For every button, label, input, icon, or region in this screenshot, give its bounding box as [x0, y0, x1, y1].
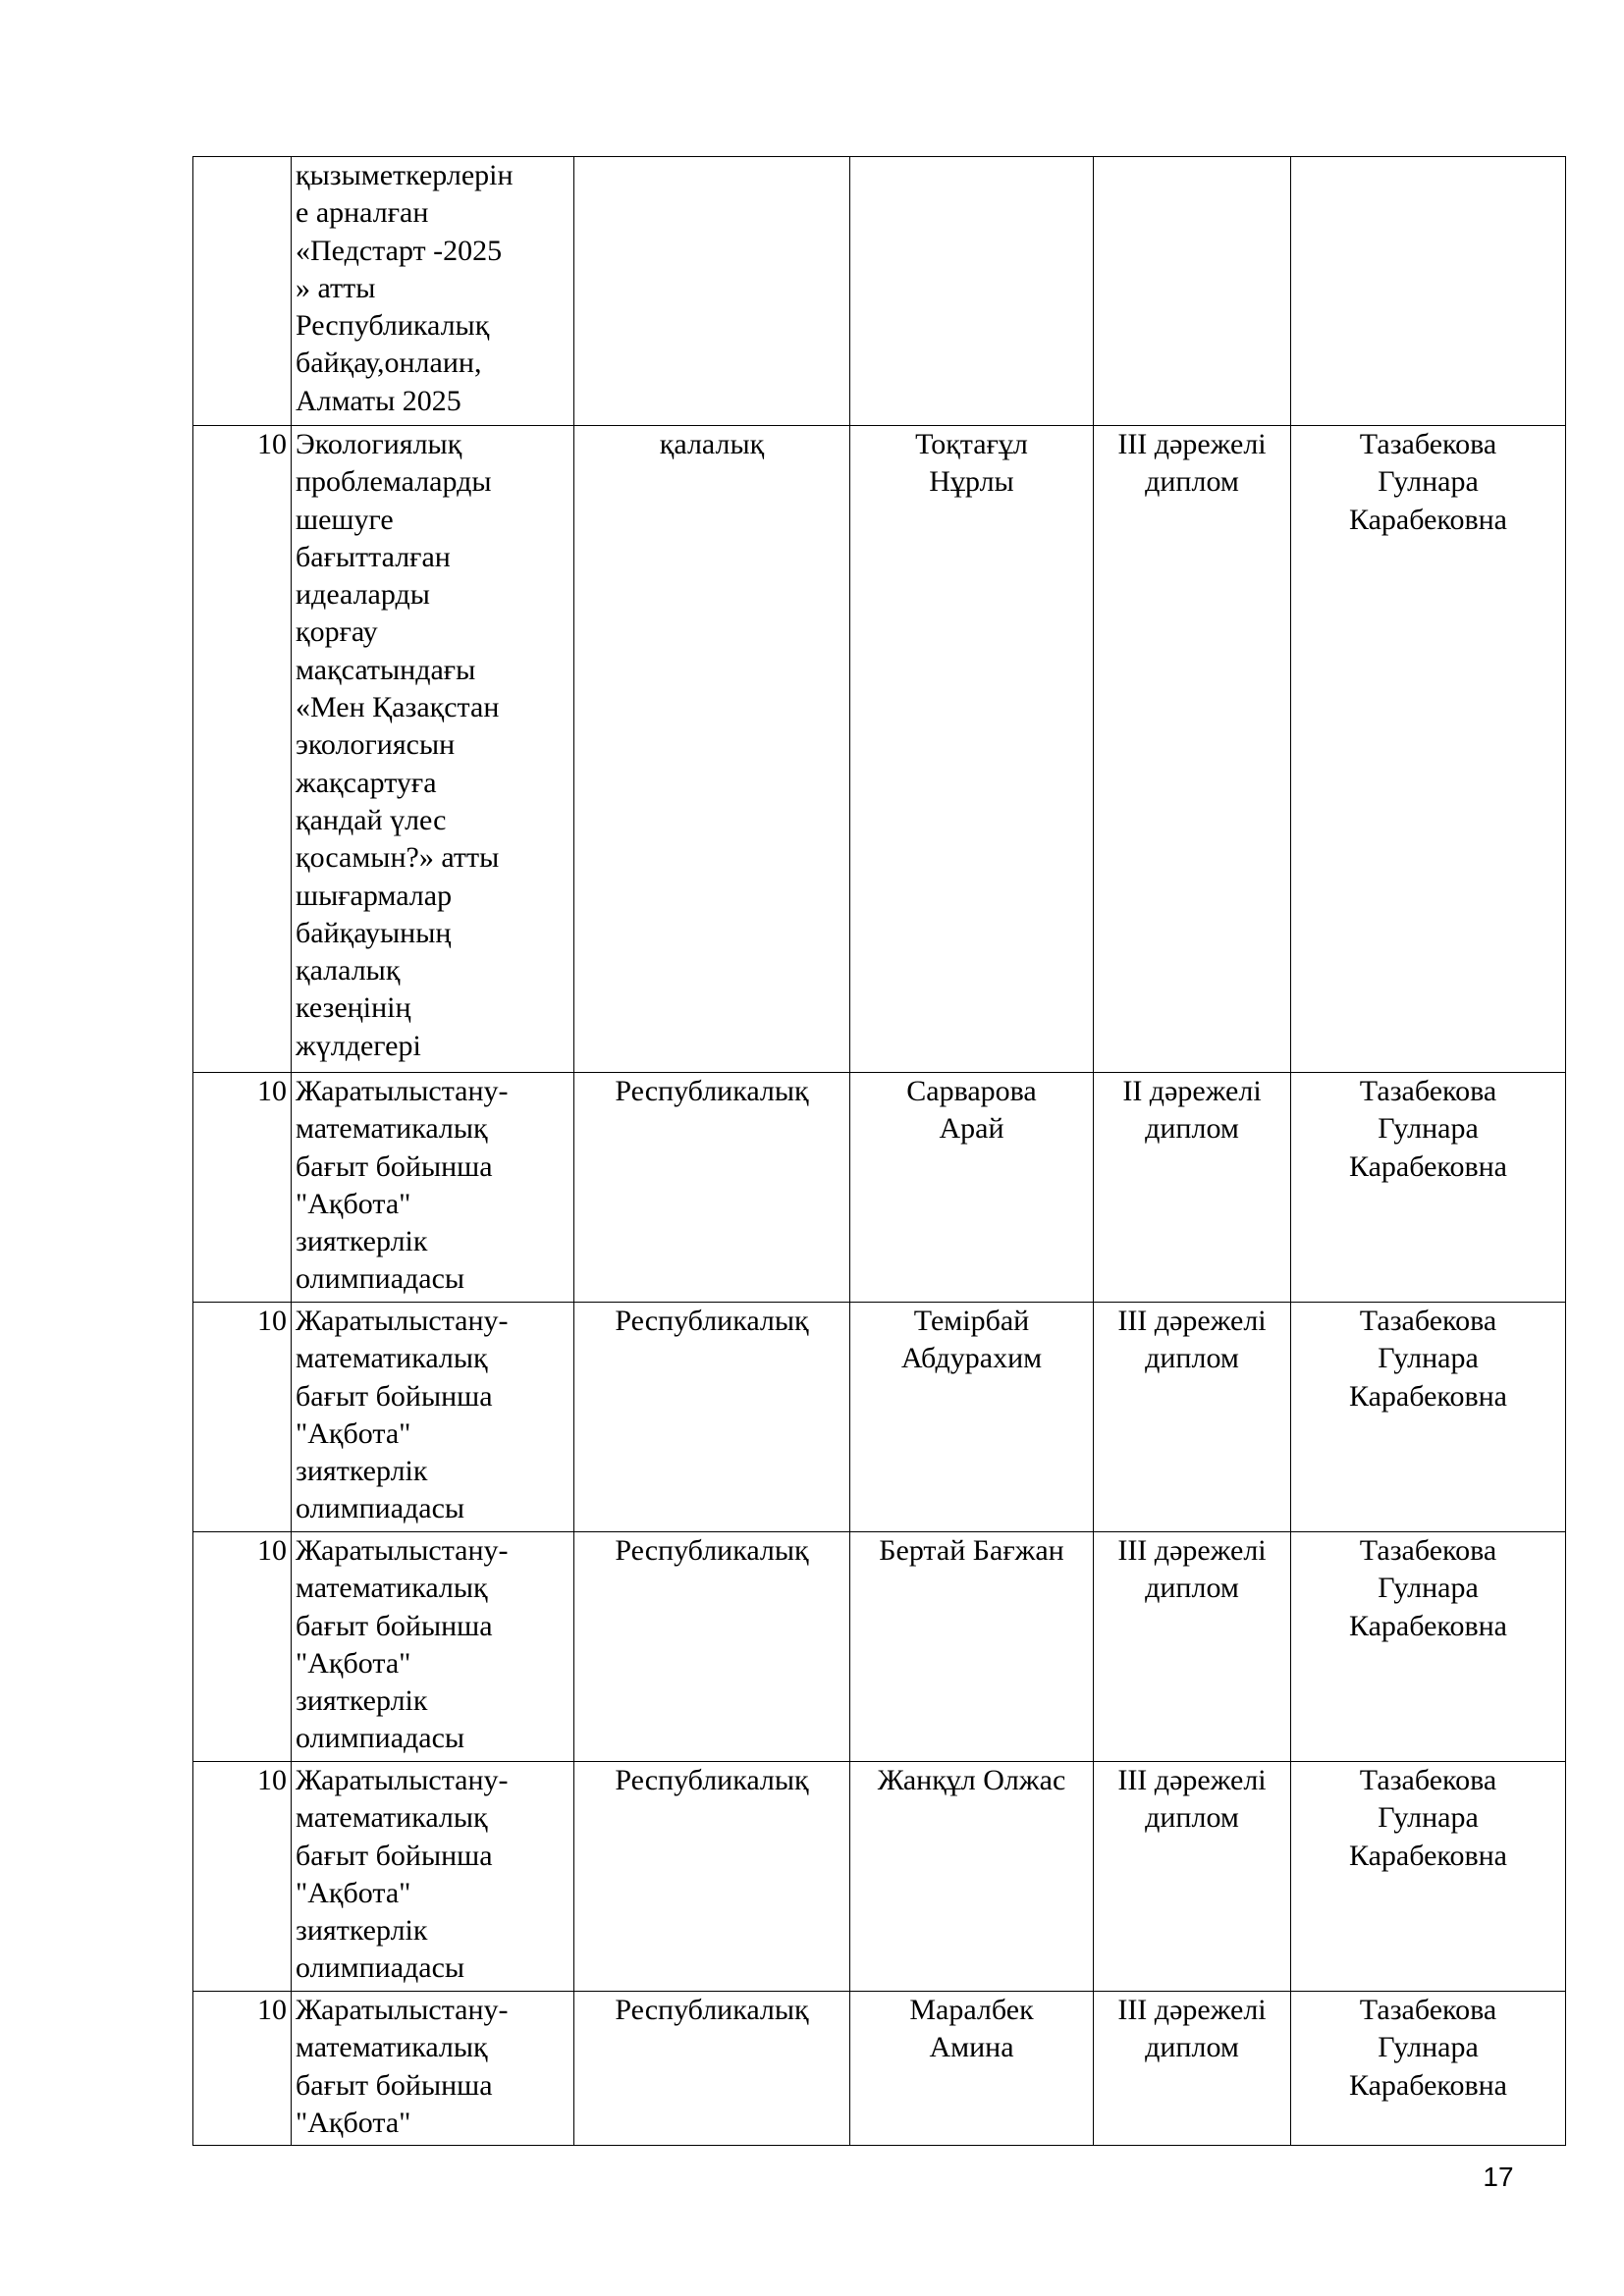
cell-student: Маралбек Амина — [850, 1992, 1094, 2146]
cell-teacher: Тазабекова Гулнара Карабековна — [1291, 426, 1566, 1073]
cell-event: қызыметкерлерін е арналған «Педстарт -2025 » атты Республикалық байқау,онлаин, Алматы 2025 — [292, 157, 574, 426]
cell-level: Республикалық — [574, 1073, 850, 1303]
cell-teacher: Тазабекова Гулнара Карабековна — [1291, 1073, 1566, 1303]
table-row — [193, 1992, 1566, 2146]
cell-level: Республикалық — [574, 1992, 850, 2146]
cell-level — [574, 157, 850, 426]
cell-award: III дәрежелі диплом — [1094, 1762, 1291, 1992]
cell-event: Жаратылыстану- математикалық бағыт бойынша "Ақбота" — [292, 1992, 574, 2146]
cell-number: 10 — [193, 1762, 292, 1992]
table-row — [193, 1762, 1566, 1992]
cell-event: Жаратылыстану- математикалық бағыт бойынша "Ақбота" зияткерлік олимпиадасы — [292, 1073, 574, 1303]
cell-level: Республикалық — [574, 1532, 850, 1762]
cell-student: Темірбай Абдурахим — [850, 1303, 1094, 1532]
cell-award: III дәрежелі диплом — [1094, 1532, 1291, 1762]
cell-number — [193, 157, 292, 426]
cell-award: II дәрежелі диплом — [1094, 1073, 1291, 1303]
cell-teacher: Тазабекова Гулнара Карабековна — [1291, 1303, 1566, 1532]
table-row — [193, 1073, 1566, 1303]
table-row — [193, 1303, 1566, 1532]
cell-level: қалалық — [574, 426, 850, 1073]
cell-number: 10 — [193, 1532, 292, 1762]
cell-award: III дәрежелі диплом — [1094, 1992, 1291, 2146]
cell-student — [850, 157, 1094, 426]
cell-number: 10 — [193, 1073, 292, 1303]
page-number: 17 — [1483, 2162, 1514, 2192]
cell-student: Тоқтағұл Нұрлы — [850, 426, 1094, 1073]
cell-teacher: Тазабекова Гулнара Карабековна — [1291, 1762, 1566, 1992]
cell-teacher: Тазабекова Гулнара Карабековна — [1291, 1532, 1566, 1762]
table-row — [193, 426, 1566, 1073]
cell-student: Бертай Бағжан — [850, 1532, 1094, 1762]
cell-level: Республикалық — [574, 1762, 850, 1992]
cell-student: Жанқұл Олжас — [850, 1762, 1094, 1992]
cell-number: 10 — [193, 1992, 292, 2146]
cell-event: Жаратылыстану- математикалық бағыт бойынша "Ақбота" зияткерлік олимпиадасы — [292, 1762, 574, 1992]
cell-award: III дәрежелі диплом — [1094, 426, 1291, 1073]
results-table — [192, 156, 1566, 2146]
cell-number: 10 — [193, 1303, 292, 1532]
cell-event: Жаратылыстану- математикалық бағыт бойынша "Ақбота" зияткерлік олимпиадасы — [292, 1532, 574, 1762]
cell-teacher — [1291, 157, 1566, 426]
table-row — [193, 1532, 1566, 1762]
cell-level: Республикалық — [574, 1303, 850, 1532]
cell-number: 10 — [193, 426, 292, 1073]
cell-award: III дәрежелі диплом — [1094, 1303, 1291, 1532]
cell-event: Жаратылыстану- математикалық бағыт бойынша "Ақбота" зияткерлік олимпиадасы — [292, 1303, 574, 1532]
cell-teacher: Тазабекова Гулнара Карабековна — [1291, 1992, 1566, 2146]
cell-student: Сарварова Арай — [850, 1073, 1094, 1303]
cell-event: Экологиялық проблемаларды шешуге бағытталған идеаларды қорғау мақсатындағы «Мен Қазақстан экологиясын жақсартуға қандай үлес қосамын?» атты шығармалар байқауының қалалық кезеңінің жүлдегері — [292, 426, 574, 1073]
cell-award — [1094, 157, 1291, 426]
table-row — [193, 157, 1566, 426]
